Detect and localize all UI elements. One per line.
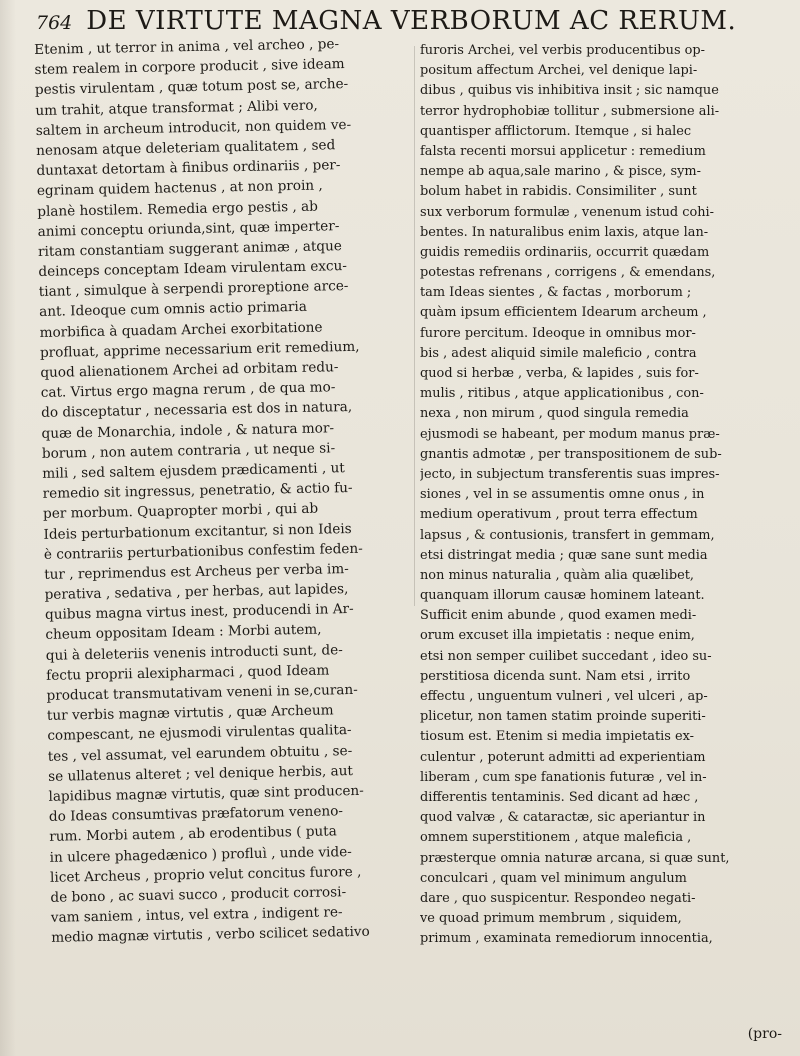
- text-line: terror hydrophobiæ tollitur , submersione ali-: [420, 103, 720, 119]
- text-line: ritam constantiam suggerant animæ , atque: [37, 238, 343, 260]
- text-line: jecto, in subjectum transferentis suas impres-: [420, 466, 720, 482]
- text-line: ve quoad primum membrum , siquidem,: [420, 911, 682, 927]
- text-line: guidis remediis ordinariis, occurrit quædam: [420, 244, 710, 260]
- text-line: morbifica à quadam Archei exorbitatione: [39, 319, 323, 341]
- text-line: è contrariis perturbationibus confestim feden-: [43, 540, 363, 563]
- text-line: tam Ideas sientes , & factas , morborum ;: [420, 285, 692, 301]
- text-line: do disceptatur , necessaria est dos in natura,: [41, 399, 353, 422]
- text-line: præsterque omnia naturæ arcana, si quæ sunt,: [420, 850, 730, 866]
- text-line: do Ideas consumtivas præfatorum veneno-: [48, 803, 344, 825]
- text-line: quæ de Monarchia, indole , & natura mor-: [41, 419, 335, 442]
- text-line: ejusmodi se habeant, per modum manus præ-: [420, 426, 720, 442]
- text-line: qui à deleteriis venenis introducti sunt, de-: [45, 641, 343, 664]
- text-line: deinceps conceptam Ideam virulentam excu-: [38, 258, 348, 281]
- text-line: etsi distringat media ; quæ sane sunt media: [420, 547, 708, 563]
- text-line: liberam , cum spe fanationis futuræ , vel in-: [420, 769, 707, 785]
- text-line: quod si herbæ , verba, & lapides , suis for-: [420, 366, 699, 381]
- text-line: dibus , quibus vis inhibitiva insit ; sic namque: [420, 83, 719, 99]
- text-line: Sufficit enim abunde , quod examen medi-: [420, 608, 697, 624]
- text-line: gnantis admotæ , per transpositionem de sub-: [420, 446, 722, 462]
- text-line: etsi non semper cuilibet succedant , ideo su-: [420, 648, 712, 664]
- text-line: nexa , non mirum , quod singula remedia: [420, 406, 689, 422]
- text-line: in ulcere phagedænico ) profluì , unde vide-: [49, 843, 352, 866]
- text-line: fectu proprii alexipharmaci , quod Ideam: [46, 662, 330, 684]
- text-line: medium operativum , prout terra effectum: [420, 507, 698, 523]
- text-line: quantisper afflictorum. Itemque , si halec: [420, 123, 692, 139]
- catchword: (pro-: [747, 1026, 782, 1042]
- text-line: tiant , simulque à serpendi proreptione arce-: [38, 278, 349, 301]
- text-line: bolum habet in rabidis. Consimiliter , sunt: [420, 184, 697, 200]
- text-line: lapsus , & contusionis, transfert in gemmam,: [420, 527, 715, 543]
- text-line: stem realem in corpore producit , sive ideam: [34, 56, 345, 79]
- text-line: remedio sit ingressus, penetratio, & actio fu-: [42, 480, 353, 503]
- text-line: perativa , sedativa , per herbas, aut lapides,: [44, 581, 349, 603]
- text-line: differentis tentaminis. Sed dicant ad hæc ,: [420, 789, 699, 805]
- binding-shadow: [0, 0, 16, 1056]
- running-head: DE VIRTUTE MAGNA VERBORUM AC RERUM.: [86, 6, 737, 36]
- text-line: saltem in archeum introducit, non quidem ve-: [35, 116, 352, 139]
- text-line: planè hostilem. Remedia ergo pestis , ab: [37, 198, 319, 220]
- text-line: profluat, apprime necessarium erit remedium,: [39, 338, 360, 361]
- text-line: culentur , poterunt admitti ad experientiam: [420, 749, 706, 765]
- page-number: 764: [36, 12, 73, 34]
- text-line: Etenim , ut terror in anima , vel archeo , pe-: [34, 36, 340, 58]
- text-line: primum , examinata remediorum innocentia,: [420, 931, 713, 947]
- text-line: furoris Archei, vel verbis producentibus op-: [420, 43, 706, 58]
- text-line: quibus magna virtus inest, producendi in Ar-: [44, 601, 354, 624]
- text-line: producat transmutativam veneni in se,curan-: [46, 681, 358, 704]
- text-line: sux verborum formulæ , venenum istud cohi-: [420, 204, 715, 220]
- text-line: mili , sed saltem ejusdem prædicamenti , ut: [42, 460, 345, 482]
- text-line: siones , vel in se assumentis omne onus , in: [420, 487, 705, 503]
- text-line: per morbum. Quapropter morbi , qui ab: [42, 500, 319, 523]
- text-line: non minus naturalia , quàm alia quælibet,: [420, 567, 695, 583]
- text-line: falsta recenti morsui applicetur : remedium: [420, 143, 706, 159]
- left-text-column: [34, 33, 429, 1040]
- text-line: quod valvæ , & cataractæ, sic aperiantur in: [420, 810, 706, 826]
- text-line: effectu , unguentum vulneri , vel ulceri , ap-: [420, 689, 708, 704]
- text-line: Ideis perturbationum excitantur, si non Ideis: [43, 520, 352, 543]
- text-line: cat. Virtus ergo magna rerum , de qua mo-: [40, 379, 336, 402]
- text-line: plicetur, non tamen statim proinde superiti-: [420, 709, 706, 725]
- text-line: bis , adest aliquid simile maleficio , contra: [420, 345, 697, 361]
- text-line: orum excuset illa impietatis : neque enim,: [420, 628, 695, 644]
- text-line: perstitiosa dicenda sunt. Nam etsi , irrito: [420, 668, 691, 684]
- text-line: omnem superstitionem , atque maleficia ,: [420, 830, 692, 846]
- text-line: pestis virulentam , quæ totum post se, arche-: [34, 76, 349, 99]
- text-line: nenosam atque deleteriam qualitatem , sed: [35, 137, 336, 159]
- text-line: furore percitum. Ideoque in omnibus mor-: [420, 325, 696, 341]
- text-line: tur verbis magnæ virtutis , quæ Archeum: [46, 702, 334, 725]
- text-line: dare , quo suspicentur. Respondeo negati-: [420, 890, 696, 906]
- text-line: cheum oppositam Ideam : Morbi autem,: [45, 622, 322, 644]
- text-line: positum affectum Archei, vel denique lapi-: [420, 63, 698, 79]
- column-divider: [414, 46, 415, 606]
- text-line: borum , non autem contraria , ut neque si-: [41, 440, 336, 462]
- text-line: potestas refrenans , corrigens , & emendans,: [420, 265, 716, 281]
- text-line: vam saniem , intus, vel extra , indigent re-: [50, 904, 343, 926]
- text-line: compescant, ne ejusmodi virulentas qualita-: [47, 722, 352, 745]
- text-line: rum. Morbi autem , ab erodentibus ( puta: [49, 823, 337, 846]
- text-line: quàm ipsum efficientem Idearum archeum ,: [420, 305, 707, 321]
- text-line: tiosum est. Etenim si media impietatis ex-: [420, 729, 694, 745]
- text-line: mulis , ritibus , atque applicationibus , con-: [420, 386, 704, 402]
- text-line: animi conceptu oriunda,sint, quæ imperter-: [37, 217, 340, 240]
- text-line: licet Archeus , proprio velut concitus furore ,: [49, 863, 362, 886]
- text-line: bentes. In naturalibus enim laxis, atque lan-: [420, 224, 709, 240]
- text-line: quanquam illorum causæ hominem lateant.: [420, 588, 705, 604]
- text-line: quod alienationem Archei ad orbitam redu-: [40, 359, 339, 381]
- text-line: de bono , ac suavi succo , producit corrosi-: [50, 884, 347, 906]
- text-line: se ullatenus alteret ; vel denique herbis, aut: [47, 762, 354, 785]
- text-line: lapidibus magnæ virtutis, quæ sint producen-: [48, 782, 364, 805]
- text-line: tes , vel assumat, vel earundem obtuitu , se-: [47, 742, 353, 765]
- text-line: ant. Ideoque cum omnis actio primaria: [39, 299, 308, 321]
- text-line: egrinam quidem hactenus , at non proin ,: [36, 177, 323, 200]
- text-line: duntaxat detortam à finibus ordinariis , per-: [36, 157, 341, 180]
- right-text-column: [420, 41, 780, 1041]
- text-line: um trahit, atque transformat ; Alibi vero,: [35, 97, 318, 119]
- text-line: tur , reprimendus est Archeus per verba im-: [44, 560, 349, 583]
- text-line: nempe ab aqua,sale marino , & pisce, sym-: [420, 164, 701, 180]
- text-line: medio magnæ virtutis , verbo scilicet sedativo: [51, 923, 370, 947]
- text-line: conculcari , quam vel minimum angulum: [420, 870, 687, 886]
